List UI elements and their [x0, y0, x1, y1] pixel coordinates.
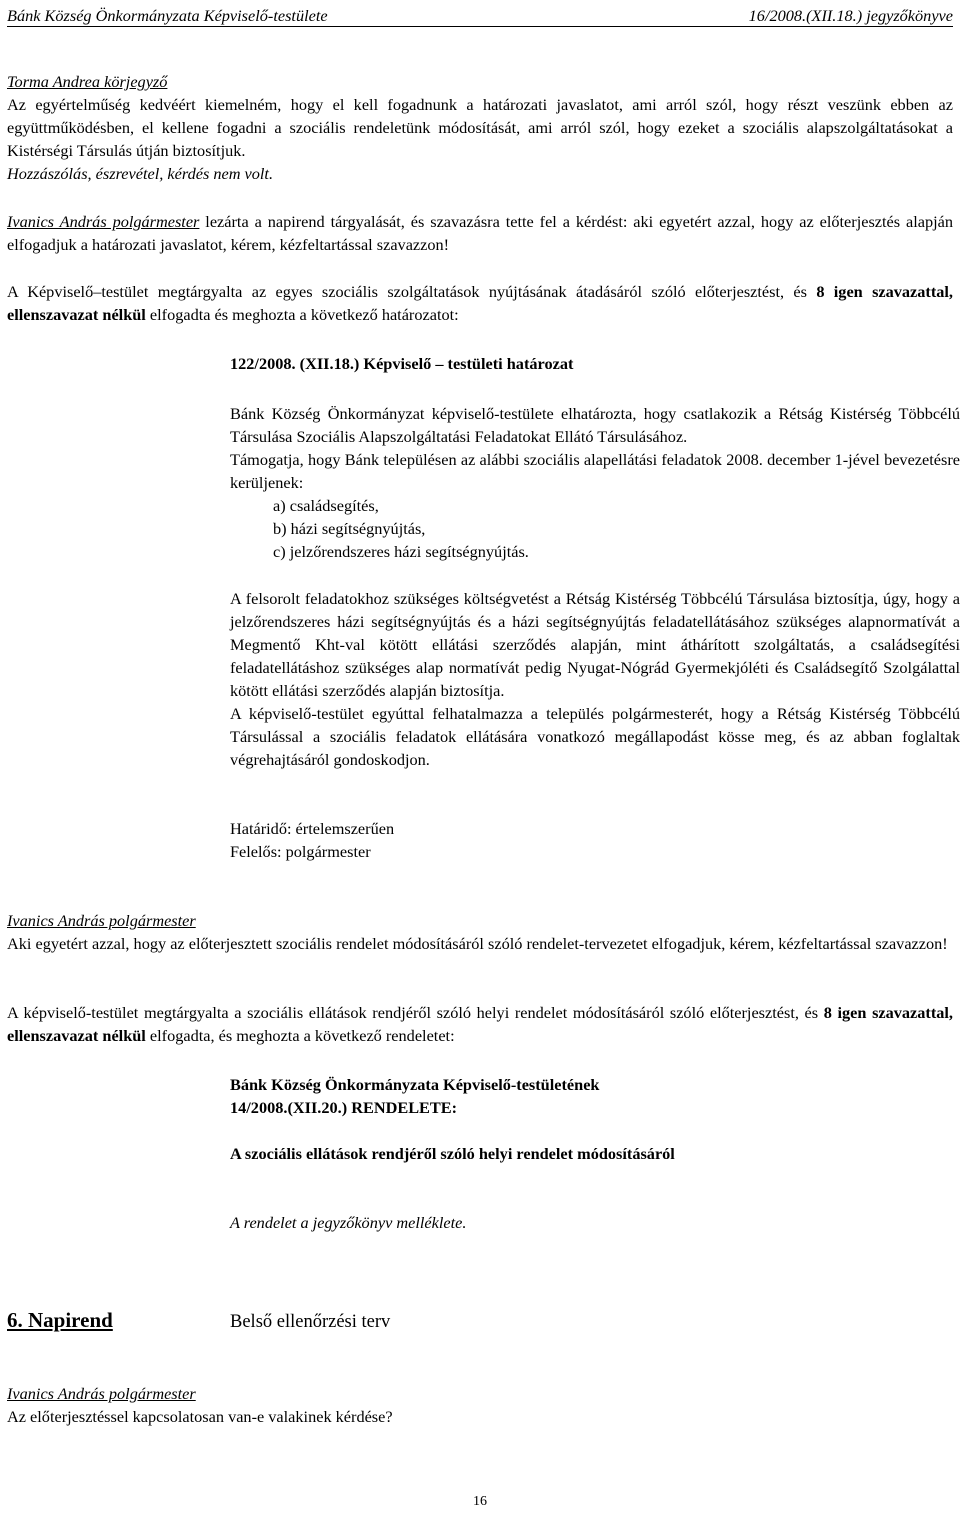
- page-header: [7, 2, 953, 27]
- speaker-name: Torma Andrea körjegyző: [7, 72, 168, 91]
- header-left: Bánk Község Önkormányzata Képviselő-testülete: [7, 6, 328, 25]
- resolution-paragraph: Támogatja, hogy Bánk településen az alábbi szociális alapellátási feladatok 2008. december 1-jével bevezetésre kerüljenek:: [230, 450, 960, 492]
- resolution-meta: [230, 817, 960, 863]
- discussion-note: Hozzászólás, észrevétel, kérdés nem volt.: [7, 164, 274, 183]
- resolution-paragraph: A képviselő-testület egyúttal felhatalmazza a település polgármesterét, hogy a Rétság Kistérség Többcélú Társulással a szociális feladatok ellátására vonatkozó megállapodást kösse meg, és az abban foglaltak végrehajtásáról gondoskodjon.: [230, 704, 960, 769]
- speech-text: Az egyértelműség kedvéért kiemelném, hogy el kell fogadnunk a határozati javaslatot, ami arról szól, hogy részt veszünk ebben az együttműködésben, el kellene fogadni a szociális rendeletünk módosítását, ami arról szól, hogy ezeket a szociális alapszolgáltatásokat a Kistérségi Társulás útján biztosítjuk.: [7, 95, 953, 160]
- vote-text-pre: A Képviselő–testület megtárgyalta az egyes szociális szolgáltatások nyújtásának átadásáról szóló előterjesztést, és: [7, 282, 817, 301]
- resolution-list: [273, 494, 529, 563]
- speech-mayor-2: [7, 909, 953, 955]
- speaker-name: Ivanics András polgármester: [7, 212, 200, 231]
- resolution-body-1: [230, 402, 960, 494]
- decree-number: 14/2008.(XII.20.) RENDELETE:: [230, 1098, 458, 1117]
- list-item: a) családsegítés,: [273, 496, 379, 515]
- responsible: Felelős: polgármester: [230, 842, 371, 861]
- vote-summary-2: [7, 1001, 953, 1047]
- speech-mayor-3: [7, 1382, 953, 1428]
- speech-clerk: [7, 70, 953, 185]
- speech-text: lezárta a napirend tárgyalását, és szavazásra tette fel a kérdést: aki egyetért azzal, hogy az előterjesztés alapján elfogadjuk a határozati javaslatot, kérem, kézfeltartással szavazzon!: [7, 212, 954, 254]
- speech-text: Az előterjesztéssel kapcsolatosan van-e valakinek kérdése?: [7, 1407, 393, 1426]
- vote-summary: [7, 280, 953, 326]
- vote-text-post: elfogadta és meghozta a következő határozatot:: [145, 305, 459, 324]
- vote-result: 8 igen szavazattal, ellenszavazat nélkül: [7, 1003, 953, 1045]
- decree-heading: [230, 1073, 960, 1119]
- decree-issuer: Bánk Község Önkormányzata Képviselő-testületének: [230, 1075, 600, 1094]
- resolution-paragraph: A felsorolt feladatokhoz szükséges költségvetést a Rétság Kistérség Többcélú Társulása biztosítja, úgy, hogy a jelzőrendszeres házi segítségnyújtás és a házi segítségnyújtás feladatellátásához szükséges alapnormatívát a Megmentő Kht-val kötött ellátási szerződés alapján, mint áthárított szolgáltatás, a családsegítési feladatellátáshoz szükséges alap normatívát pedig Nyugat-Nógrád Gyermekjóléti és Családsegítő Szolgálattal kötött ellátási szerződés alapján biztosítja.: [230, 589, 960, 700]
- speaker-name: Ivanics András polgármester: [7, 1384, 196, 1403]
- speaker-name: Ivanics András polgármester: [7, 911, 196, 930]
- resolution-body-2: [230, 587, 960, 771]
- header-right: 16/2008.(XII.18.) jegyzőkönyve: [748, 6, 953, 25]
- deadline: Határidő: értelemszerűen: [230, 819, 395, 838]
- vote-text-post: elfogadta, és meghozta a következő rendeletet:: [145, 1026, 455, 1045]
- list-item: c) jelzőrendszeres házi segítségnyújtás.: [273, 542, 529, 561]
- decree-note: A rendelet a jegyzőkönyv melléklete.: [230, 1213, 467, 1232]
- resolution-paragraph: Bánk Község Önkormányzat képviselő-testülete elhatározta, hogy csatlakozik a Rétság Kistérség Többcélú Társulása Szociális Alapszolgáltatási Feladatokat Ellátó Társulásához.: [230, 404, 960, 446]
- vote-text-pre: A képviselő-testület megtárgyalta a szociális ellátások rendjéről szóló helyi rendelet módosításáról szóló előterjesztést, és: [7, 1003, 824, 1022]
- decree-title: A szociális ellátások rendjéről szóló helyi rendelet módosításáról: [230, 1144, 675, 1163]
- speech-text: Aki egyetért azzal, hogy az előterjesztett szociális rendelet módosításáról szóló rendelet-tervezetet elfogadjuk, kérem, kézfeltartással szavazzon!: [7, 934, 948, 953]
- list-item: b) házi segítségnyújtás,: [273, 519, 426, 538]
- agenda-item-title: Belső ellenőrzési terv: [230, 1312, 391, 1332]
- vote-result: 8 igen szavazattal, ellenszavazat nélkül: [7, 282, 953, 324]
- page-number: 16: [473, 1494, 487, 1509]
- resolution-title: 122/2008. (XII.18.) Képviselő – testületi határozat: [230, 354, 574, 373]
- speech-mayor: [7, 210, 953, 256]
- agenda-item-label: 6. Napirend: [7, 1308, 113, 1332]
